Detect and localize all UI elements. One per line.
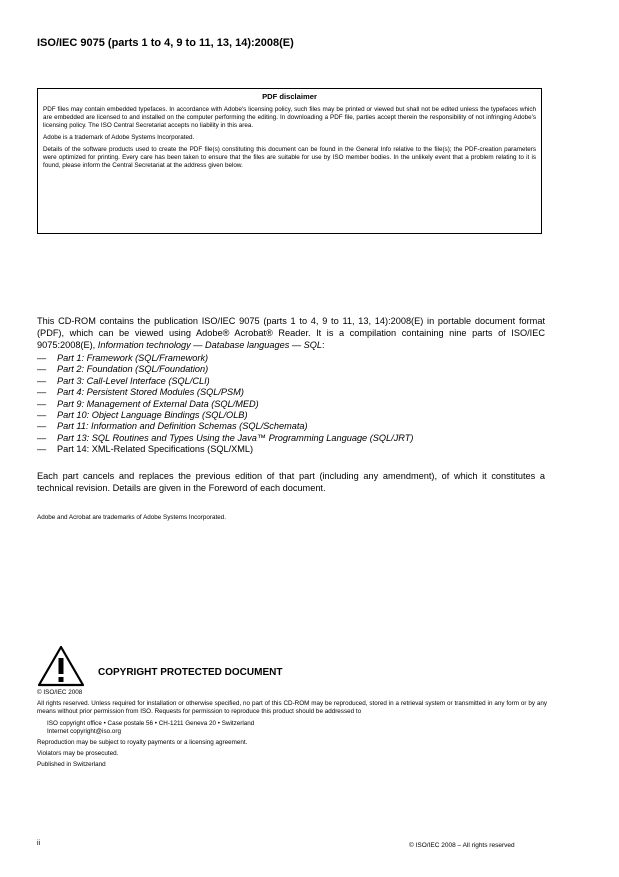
copyright-email: Internet copyright@iso.org — [47, 727, 121, 735]
copyright-notice: © ISO/IEC 2008 — [37, 689, 83, 696]
part-label: Part 4: Persistent Stored Modules (SQL/PSM) — [57, 387, 244, 398]
footer-rights: © ISO/IEC 2008 – All rights reserved — [409, 842, 515, 849]
page-number: ii — [37, 840, 41, 847]
copyright-address: ISO copyright office • Case postale 56 • CH-1211 Geneva 20 • Switzerland — [47, 719, 255, 727]
list-item — [37, 410, 545, 421]
list-dash: — — [37, 353, 47, 363]
copyright-block — [37, 689, 547, 773]
list-item — [37, 353, 545, 364]
document-title: ISO/IEC 9075 (parts 1 to 4, 9 to 11, 13, 14):2008(E) — [37, 37, 294, 49]
disclaimer-paragraph-1: PDF files may contain embedded typefaces. In accordance with Adobe's licensing policy, such files may be printed or viewed but shall not be edited unless the typefaces which are embedded are licensed to and installed on the computer performing the editing. In downloading a PDF file, parties accept therein the responsibility of not infringing Adobe's licensing policy. The ISO Central Secretariat accepts no liability in this area. — [43, 106, 536, 129]
part-label: Part 11: Information and Definition Schemas (SQL/Schemata) — [57, 421, 308, 432]
disclaimer-paragraph-3: Details of the software products used to create the PDF file(s) constituting this document can be found in the General Info relative to the file(s); the PDF-creation parameters were optimized for printing. Every care has been taken to ensure that the files are suitable for use by ISO member bodies. In the unlikely event that a problem relating to it is found, please inform the Central Secretariat at the address given below. — [43, 146, 536, 169]
outro-paragraph: Each part cancels and replaces the previous edition of that part (including any amendment), of which it constitutes a technical revision. Details are given in the Foreword of each document. — [37, 471, 545, 493]
copyright-rights: All rights reserved. Unless required for installation or otherwise specified, no part of this CD-ROM may be reproduced, stored in a retrieval system or transmitted in any form or by any means without prior permission from ISO. Requests for permission to reproduce this product should be addressed to — [37, 700, 547, 716]
list-item — [37, 399, 545, 410]
part-label: Part 14: XML-Related Specifications (SQL/XML) — [57, 444, 254, 455]
part-label: Part 10: Object Language Bindings (SQL/OLB) — [57, 410, 248, 421]
copyright-published: Published in Switzerland — [37, 761, 106, 769]
list-item — [37, 421, 545, 432]
part-label: Part 13: SQL Routines and Types Using the Java™ Programming Language (SQL/JRT) — [57, 432, 414, 443]
trademarks-note: Adobe and Acrobat are trademarks of Adobe Systems Incorporated. — [37, 514, 227, 521]
parts-list — [37, 353, 545, 456]
list-item — [37, 444, 545, 455]
part-label: Part 2: Foundation (SQL/Foundation) — [57, 364, 209, 375]
copyright-royalty: Reproduction may be subject to royalty payments or a licensing agreement. — [37, 739, 248, 747]
list-dash: — — [37, 421, 47, 432]
list-dash: — — [37, 387, 47, 398]
list-dash: — — [37, 398, 47, 409]
list-dash: — — [37, 432, 47, 443]
list-item — [37, 387, 545, 398]
part-label: Part 3: Call-Level Interface (SQL/CLI) — [57, 375, 210, 386]
intro-italic-title: Information technology — Database languages — SQL — [97, 339, 323, 350]
intro-paragraph — [37, 316, 545, 351]
pdf-disclaimer-box — [37, 88, 542, 234]
warning-icon — [37, 645, 85, 687]
intro-text: This CD-ROM contains the publication ISO/IEC 9075 (parts 1 to 4, 9 to 11, 13, 14):2008(E) in portable document format (PDF), which can be viewed using Adobe® Acrobat® Reader. It is a compilation containing nine parts of ISO/IEC 9075:2008(E), — [37, 316, 545, 350]
intro-end: : — [322, 339, 325, 350]
disclaimer-heading: PDF disclaimer — [262, 92, 317, 101]
list-item — [37, 433, 545, 444]
list-item — [37, 364, 545, 375]
list-dash: — — [37, 444, 47, 455]
list-dash: — — [37, 410, 47, 421]
disclaimer-paragraph-2: Adobe is a trademark of Adobe Systems Incorporated. — [43, 134, 195, 141]
part-label: Part 9: Management of External Data (SQL/MED) — [57, 398, 259, 409]
copyright-heading: COPYRIGHT PROTECTED DOCUMENT — [98, 667, 283, 678]
list-dash: — — [37, 375, 47, 386]
list-item — [37, 376, 545, 387]
part-label: Part 1: Framework (SQL/Framework) — [57, 353, 209, 363]
list-dash: — — [37, 364, 47, 375]
copyright-address-block — [37, 720, 547, 736]
copyright-violators: Violators may be prosecuted. — [37, 750, 119, 758]
